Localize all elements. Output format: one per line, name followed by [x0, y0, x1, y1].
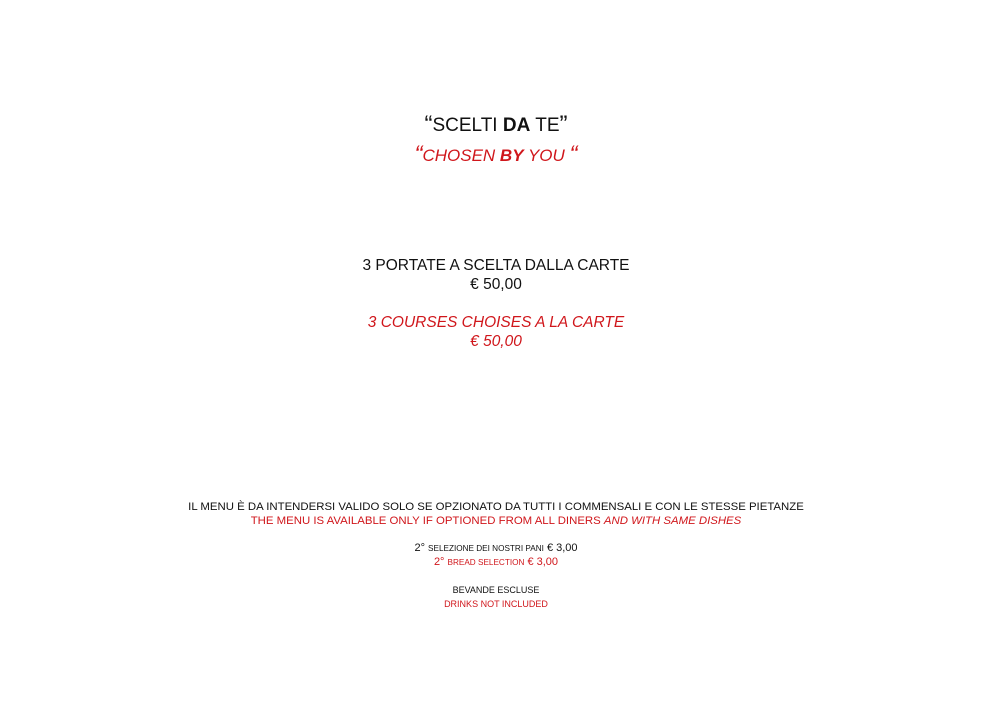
bread-it-prefix: 2°	[414, 542, 429, 554]
title-word-scelti: SCELTI	[432, 115, 503, 136]
title-open-quote: “	[424, 111, 433, 138]
title-en-close-quote: “	[569, 141, 578, 168]
bread-en-price: € 3,00	[524, 556, 559, 568]
bread-it-label: SELEZIONE DEI NOSTRI PANI	[428, 544, 544, 553]
validity-notice-english-main: THE MENU IS AVAILABLE ONLY IF OPTIONED FROM ALL DINERS	[250, 515, 604, 527]
courses-description-italian: 3 PORTATE A SCELTA DALLA CARTE	[362, 257, 630, 274]
title-word-te: TE	[530, 115, 560, 136]
title-en-word-you: YOU	[523, 146, 570, 165]
title-close-quote: ”	[559, 111, 568, 138]
title-en-open-quote: “	[414, 141, 423, 168]
bread-supplement-english	[0, 557, 992, 568]
title-en-word-chosen: CHOSEN	[422, 146, 500, 165]
courses-description-english: 3 COURSES CHOISES A LA CARTE	[367, 314, 625, 331]
bread-it-price: € 3,00	[543, 542, 578, 554]
menu-price-italian: € 50,00	[470, 276, 522, 293]
menu-price-english: € 50,00	[470, 333, 522, 350]
drinks-notice-english: DRINKS NOT INCLUDED	[444, 599, 548, 609]
title-en-word-by: BY	[499, 146, 524, 165]
bread-en-prefix: 2°	[433, 556, 448, 568]
drinks-notice-italian: BEVANDE ESCLUSE	[452, 585, 540, 595]
validity-notice-english	[0, 516, 992, 527]
menu-title-italian	[0, 113, 992, 137]
validity-notice-italian: IL MENU È DA INTENDERSI VALIDO SOLO SE OPZIONATO DA TUTTI I COMMENSALI E CON LE STESSE PIETANZE	[188, 501, 804, 513]
menu-title-english	[0, 143, 992, 167]
validity-notice-english-italic: AND WITH SAME DISHES	[603, 515, 742, 527]
bread-en-label: BREAD SELECTION	[447, 558, 525, 567]
title-word-da: DA	[502, 115, 531, 136]
bread-supplement-italian	[0, 543, 992, 554]
